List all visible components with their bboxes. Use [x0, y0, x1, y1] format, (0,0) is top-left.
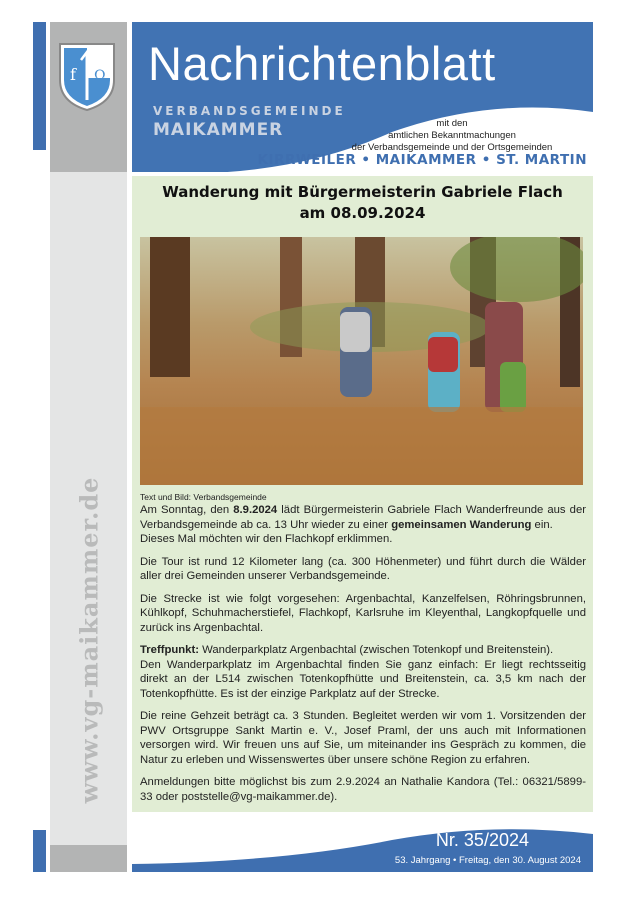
headline-line: Wanderung mit Bürgermeisterin Gabriele Flach [162, 183, 563, 201]
photo-credit: Text und Bild: Verbandsgemeinde [140, 492, 267, 502]
website-vertical: www.vg-maikammer.de [74, 476, 104, 804]
text: Den Wanderparkplatz im Argenbachtal finden Sie ganz einfach: Er liegt rechtsseitig direkt an der L514 zwischen Totenkopfhütte und Breitenstein, ca. 3,5 km nach der Totenkopfhütte. Es ist der einzige Parkplatz auf der Strecke. [140, 658, 586, 700]
side-column-bottom [50, 845, 127, 872]
headline-line: am 08.09.2024 [299, 204, 426, 222]
text: Wanderparkplatz Argenbachtal (zwischen Totenkopf und Breitenstein). [199, 644, 554, 656]
subtitle-line: der Verbandsgemeinde und der Ortsgemeinden [351, 142, 553, 153]
org-name-line1: VERBANDSGEMEINDE [153, 104, 346, 118]
issue-date: 53. Jahrgang • Freitag, den 30. August 2024 [394, 855, 581, 866]
paragraph: Die Strecke ist wie folgt vorgesehen: Argenbachtal, Kanzelfelsen, Röhringsbrunnen, Kühlkopf, Schuhmacherstiefel, Flachkopf, Karlsruhe im Kleyenthal, Langkopfquelle und zurück ins Argenbachtal. [140, 592, 586, 634]
paragraph: Die reine Gehzeit beträgt ca. 3 Stunden. Begleitet werden wir vom 1. Vorsitzenden der PWV Ortsgruppe Sankt Martin e. V., Josef Praml, der uns auch mit Informationen versorgen wird. Wir freuen uns auf Sie, um miteinander ins Gespräch zu kommen, die Natur zu erleben und Wissenswertes über unsere schöne Region zu erfahren. [140, 710, 586, 766]
text: Am Sonntag, den [140, 504, 234, 516]
places-line: KIRRWEILER • MAIKAMMER • ST. MARTIN [257, 152, 587, 168]
paragraph [140, 503, 586, 547]
masthead [132, 22, 593, 172]
date-bold: 8.9.2024 [233, 504, 278, 516]
text: lädt Bürgermeisterin Gabriele Flach Wanderfreunde aus der Verbandsgemeinde ab ca. 13 Uhr wieder zu einer [140, 504, 586, 531]
strip-gap [33, 150, 46, 830]
text: ein. [531, 518, 553, 531]
subtitle-line: amtlichen Bekanntmachungen [388, 130, 516, 141]
photo-illustration [140, 237, 583, 485]
footer [132, 812, 593, 872]
meeting-point-label: Treffpunkt: [140, 644, 199, 656]
paragraph: Anmeldungen bitte möglichst bis zum 2.9.2024 an Nathalie Kandora (Tel.: 06321/5899-33 oder poststelle@vg-maikammer.de). [140, 776, 586, 803]
text: Dieses Mal möchten wir den Flachkopf erklimmen. [140, 533, 393, 545]
publication-title: Nachrichtenblatt [148, 37, 496, 90]
svg-text:f: f [70, 65, 76, 84]
article [132, 176, 593, 812]
coat-of-arms-icon [56, 40, 118, 112]
org-name-line2: MAIKAMMER [153, 120, 284, 140]
article-headline [132, 182, 593, 224]
event-bold: gemeinsamen Wanderung [391, 518, 532, 531]
svg-text:Ω: Ω [94, 68, 106, 84]
article-body [140, 503, 586, 812]
hiking-family-photo [140, 237, 583, 485]
paragraph: Die Tour ist rund 12 Kilometer lang (ca. 300 Höhenmeter) und führt durch die Wälder aller drei Gemeinden unserer Verbandsgemeinde. [140, 555, 586, 582]
paragraph [140, 643, 586, 701]
issue-number: Nr. 35/2024 [435, 830, 529, 850]
subtitle-line: mit den [436, 118, 468, 129]
subtitle [327, 118, 577, 154]
